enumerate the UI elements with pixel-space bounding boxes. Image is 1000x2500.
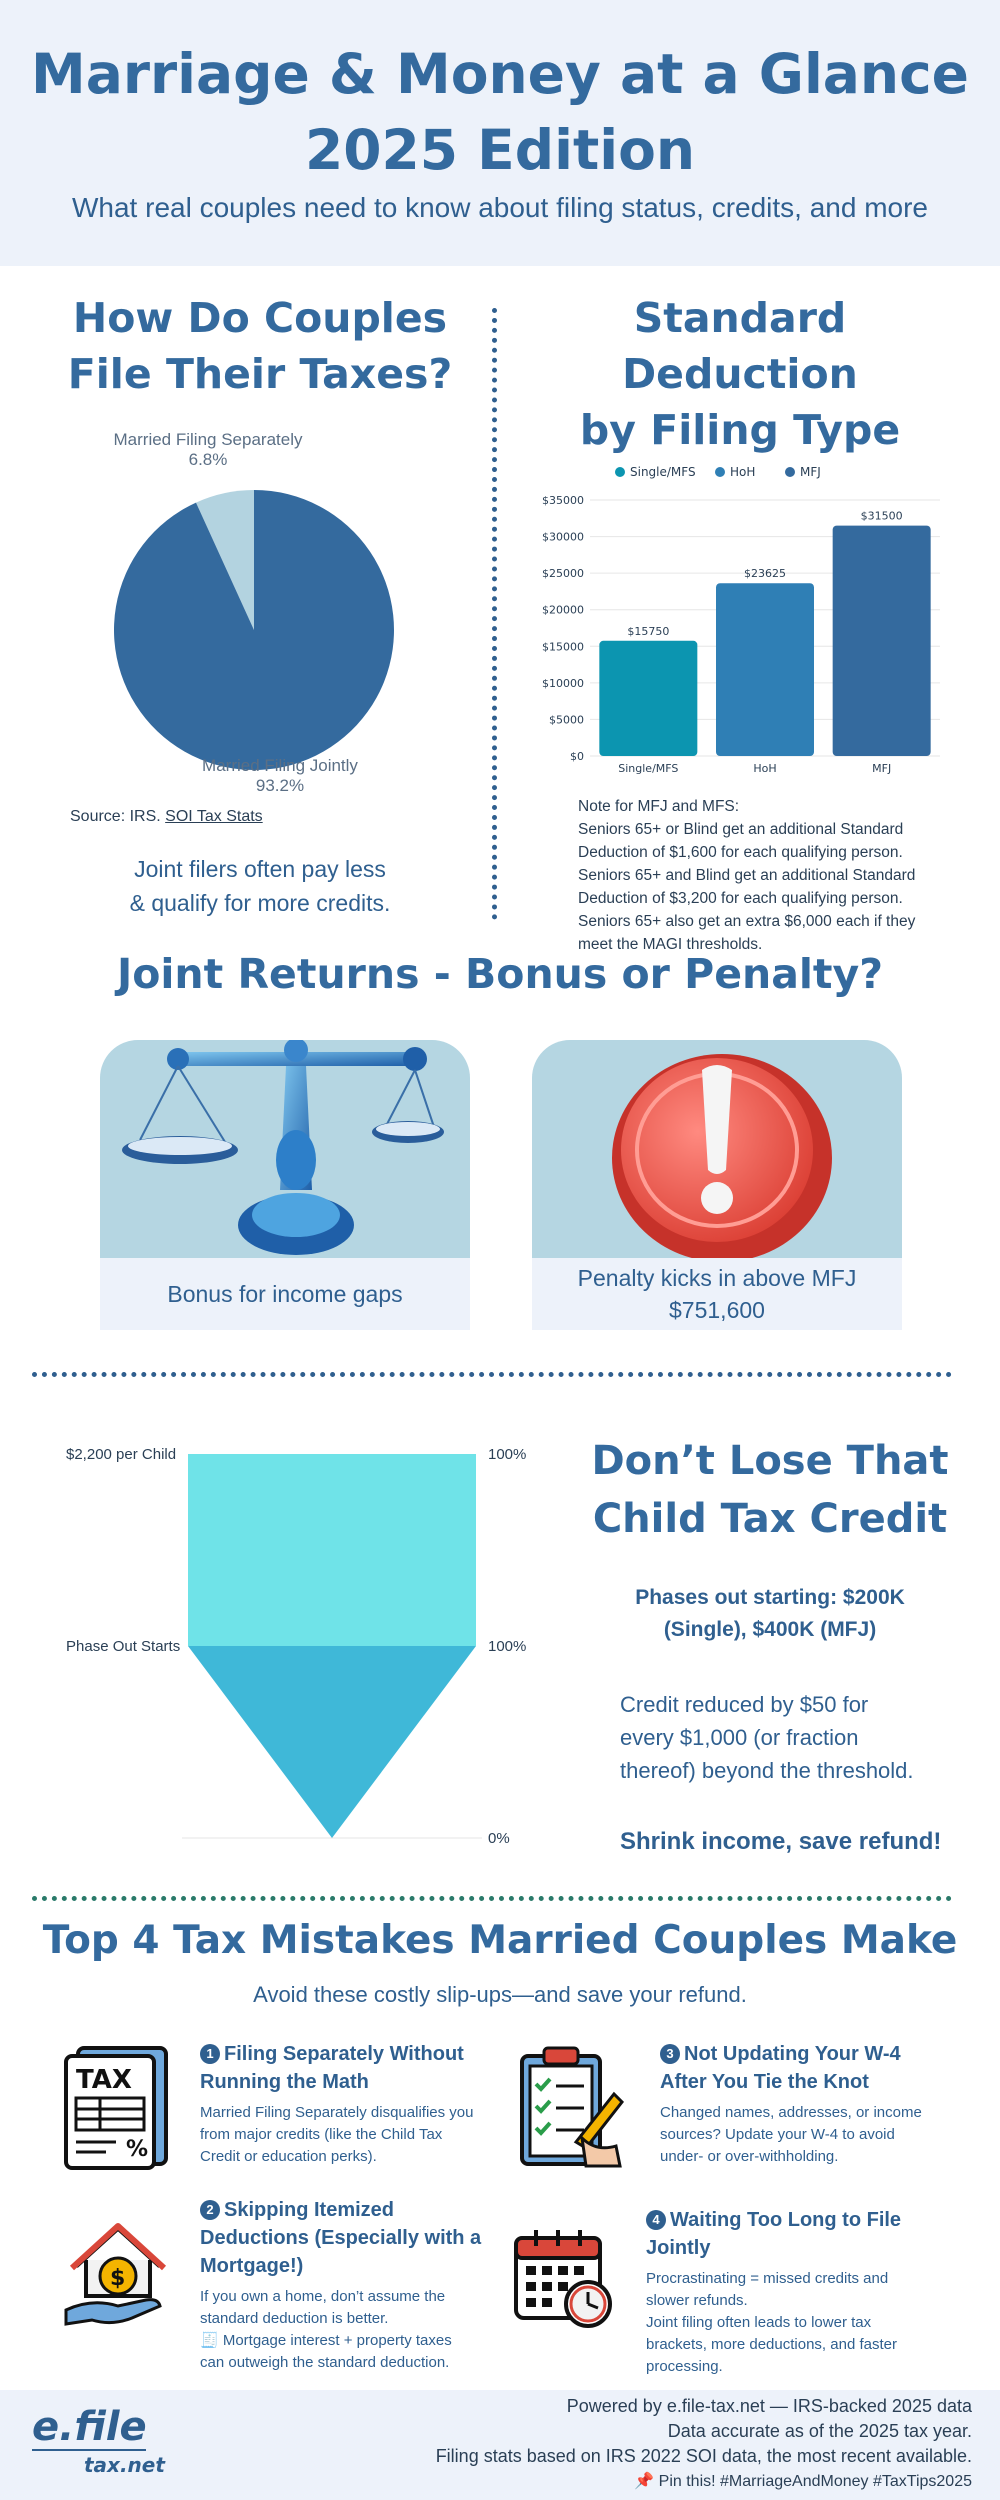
bar-svg [520, 460, 960, 780]
x-tick-label: HoH [753, 762, 777, 775]
penalty-caption-line-1: Penalty kicks in above MFJ [577, 1265, 857, 1291]
filing-title-line-2: File Their Taxes? [67, 350, 453, 398]
pie-label-mfs-value: 6.8% [188, 450, 228, 469]
legend-swatch [615, 467, 625, 477]
deduction-section [520, 290, 960, 953]
desc-line: can outweigh the standard deduction. [200, 2354, 450, 2371]
penalty-card [532, 1040, 902, 1330]
x-tick-label: MFJ [872, 762, 892, 775]
funnel-stage-1-value: 100% [488, 1446, 527, 1463]
legend-label: MFJ [800, 465, 821, 479]
note-line: Seniors 65+ also get an extra $6,000 each if they [578, 913, 916, 930]
mistake-1-title-line-2: Running the Math [200, 2071, 369, 2093]
ctc-title [560, 1432, 980, 1548]
funnel-stage-1-label: $2,200 per Child [66, 1446, 177, 1463]
footer-text [436, 2394, 972, 2494]
mistake-1-title-line-1: Filing Separately Without [224, 2043, 464, 2065]
pie-label-mfs [98, 430, 318, 470]
calendar-clock-icon [512, 2226, 618, 2332]
exclamation-icon [532, 1040, 902, 1258]
ctc-title-line-2: Child Tax Credit [592, 1496, 948, 1542]
ctc-reduction-text [620, 1688, 970, 1787]
desc-line: Procrastinating = missed credits and [646, 2270, 889, 2287]
note-line: Note for MFJ and MFS: [578, 798, 740, 815]
mistake-item-3 [660, 2040, 960, 2168]
ctc-reduced-line-3: thereof) beyond the threshold. [620, 1758, 914, 1783]
filing-title-line-1: How Do Couples [72, 294, 448, 342]
pie-label-mfj [170, 756, 390, 796]
bar-2 [833, 526, 931, 756]
funnel-stage-3-value: 0% [488, 1830, 510, 1847]
desc-line: under- or over-withholding. [660, 2148, 839, 2165]
joint-note-line-2: & qualify for more credits. [129, 890, 391, 916]
pie-label-mfj-name: Married Filing Jointly [202, 756, 358, 775]
desc-line: brackets, more deductions, and faster [646, 2336, 897, 2353]
funnel-stage-2 [188, 1646, 476, 1838]
deduction-title [520, 290, 960, 458]
penalty-caption-line-2: $751,600 [669, 1297, 765, 1323]
footer-line-1: Powered by e.file-tax.net — IRS-backed 2025 data [566, 2396, 972, 2416]
legend-swatch [715, 467, 725, 477]
horizontal-divider-1 [32, 1372, 952, 1377]
ctc-title-line-1: Don’t Lose That [591, 1438, 949, 1484]
mistakes-subtitle: Avoid these costly slip-ups—and save your refund. [253, 1982, 747, 2007]
tax-form-icon [60, 2042, 172, 2174]
desc-line: Married Filing Separately disqualifies you [200, 2104, 474, 2121]
deduction-title-line-3: by Filing Type [579, 406, 901, 454]
filing-pie-chart [40, 430, 480, 810]
mistake-2-title-line-1: Skipping Itemized [224, 2199, 395, 2221]
y-tick-label: $5000 [549, 713, 584, 727]
desc-line: Joint filing often leads to lower tax [646, 2314, 872, 2331]
mistake-4-desc [646, 2268, 946, 2378]
bar-1 [716, 583, 814, 756]
title-line-1: Marriage & Money at a Glance [31, 42, 969, 106]
y-tick-label: $15000 [542, 640, 584, 654]
mistake-3-title [660, 2040, 960, 2096]
senior-note [578, 795, 958, 956]
y-tick-label: $20000 [542, 603, 584, 617]
balance-scale-icon [100, 1040, 470, 1258]
logo-top-text: e.file [32, 2404, 147, 2450]
footer [0, 2390, 1000, 2500]
bar-value-label: $23625 [744, 567, 786, 581]
logo-bottom-text: tax.net [84, 2453, 165, 2477]
desc-line: Credit or education perks). [200, 2148, 377, 2165]
desc-line: processing. [646, 2358, 723, 2375]
source-prefix: Source: IRS. [70, 808, 161, 825]
funnel-stage-1 [188, 1454, 476, 1646]
page-subtitle: What real couples need to know about filing status, credits, and more [71, 192, 929, 223]
joint-filers-note [40, 852, 480, 920]
mistake-3-desc [660, 2102, 960, 2168]
note-line: meet the MAGI thresholds. [578, 936, 763, 953]
deduction-title-line-2: Deduction [622, 350, 858, 398]
mistake-item-2 [200, 2196, 500, 2374]
joint-note-line-1: Joint filers often pay less [134, 856, 386, 882]
mistake-2-title-line-2: Deductions (Especially with a [200, 2227, 482, 2249]
efile-logo[interactable] [28, 2400, 168, 2480]
note-line: Deduction of $1,600 for each qualifying person. [578, 844, 903, 861]
page-title [0, 0, 1000, 188]
y-tick-label: $25000 [542, 567, 584, 581]
mistake-4-title-line-1: Waiting Too Long to File [670, 2209, 902, 2231]
svg-text:%: % [126, 2137, 149, 2162]
funnel-stage-2-label: Phase Out Starts [66, 1638, 181, 1655]
bonus-card [100, 1040, 470, 1330]
mistake-2-desc [200, 2286, 500, 2374]
mistake-3-title-line-1: Not Updating Your W-4 [684, 2043, 901, 2065]
ctc-reduced-line-2: every $1,000 (or fraction [620, 1725, 859, 1750]
horizontal-divider-2 [32, 1896, 952, 1901]
desc-line: slower refunds. [646, 2292, 748, 2309]
checklist-icon [516, 2042, 626, 2172]
deduction-bar-chart [520, 460, 960, 780]
bar-0 [599, 641, 697, 756]
y-tick-label: $0 [570, 750, 584, 763]
source-link[interactable]: SOI Tax Stats [165, 808, 263, 825]
bar-value-label: $15750 [627, 624, 670, 638]
header [0, 0, 1000, 266]
ctc-shrink-text: Shrink income, save refund! [620, 1828, 942, 1855]
pie-svg [40, 430, 480, 810]
note-line: Deduction of $3,200 for each qualifying person. [578, 890, 903, 907]
pie-slice-mfj [114, 490, 394, 770]
mistake-4-title [646, 2206, 946, 2262]
bonus-caption: Bonus for income gaps [100, 1258, 470, 1330]
y-tick-label: $10000 [542, 676, 584, 690]
note-line: Seniors 65+ or Blind get an additional Standard [578, 821, 904, 838]
x-tick-label: Single/MFS [618, 762, 679, 775]
svg-text:TAX: TAX [76, 2065, 132, 2095]
ctc-phase-out [560, 1582, 980, 1646]
deduction-title-line-1: Standard [633, 294, 847, 342]
note-line: Seniors 65+ and Blind get an additional Standard [578, 867, 916, 884]
footer-line-2: Data accurate as of the 2025 tax year. [667, 2421, 972, 2441]
legend-swatch [785, 467, 795, 477]
ctc-phase-line-1: Phases out starting: $200K [635, 1586, 905, 1609]
ctc-phase-line-2: (Single), $400K (MFJ) [663, 1618, 877, 1641]
mistake-3-title-line-2: After You Tie the Knot [660, 2071, 869, 2093]
mistake-4-title-line-2: Jointly [646, 2237, 711, 2259]
mistake-1-title [200, 2040, 500, 2096]
vertical-divider [492, 308, 497, 920]
mistake-1-desc [200, 2102, 500, 2168]
mistake-item-4 [646, 2206, 946, 2378]
penalty-caption [532, 1258, 902, 1330]
desc-line: 🧾 Mortgage interest + property taxes [200, 2332, 452, 2349]
filing-title [40, 290, 480, 402]
mistake-3-number: 3 [660, 2044, 680, 2064]
desc-line: Changed names, addresses, or income [660, 2104, 922, 2121]
mistake-item-1 [200, 2040, 500, 2168]
mistake-2-number: 2 [200, 2200, 220, 2220]
desc-line: sources? Update your W-4 to avoid [660, 2126, 895, 2143]
bar-value-label: $31500 [860, 509, 903, 523]
funnel-stage-2-value: 100% [488, 1638, 527, 1655]
footer-pin-line: 📌 Pin this! #MarriageAndMoney #TaxTips2025 [634, 2473, 972, 2490]
pie-label-mfj-value: 93.2% [255, 776, 305, 795]
pie-label-mfs-name: Married Filing Separately [113, 430, 303, 449]
legend-label: Single/MFS [630, 465, 696, 479]
desc-line: If you own a home, don’t assume the [200, 2288, 446, 2305]
svg-text:$: $ [110, 2266, 126, 2291]
desc-line: standard deduction is better. [200, 2310, 389, 2327]
source-line [70, 808, 263, 826]
y-tick-label: $35000 [542, 494, 584, 507]
filing-section [40, 290, 480, 916]
joint-returns-title: Joint Returns - Bonus or Penalty? [116, 950, 884, 998]
footer-line-3: Filing stats based on IRS 2022 SOI data, the most recent available. [435, 2446, 972, 2466]
legend-label: HoH [730, 465, 756, 479]
mistake-1-number: 1 [200, 2044, 220, 2064]
y-tick-label: $30000 [542, 530, 584, 544]
mistake-4-number: 4 [646, 2210, 666, 2230]
house-money-icon [62, 2214, 174, 2332]
desc-line: from major credits (like the Child Tax [200, 2126, 443, 2143]
mistake-2-title [200, 2196, 500, 2280]
mistake-2-title-line-3: Mortgage!) [200, 2255, 304, 2277]
mistakes-title: Top 4 Tax Mistakes Married Couples Make [42, 1918, 958, 1963]
ctc-reduced-line-1: Credit reduced by $50 for [620, 1692, 869, 1717]
title-line-2: 2025 Edition [304, 118, 696, 182]
